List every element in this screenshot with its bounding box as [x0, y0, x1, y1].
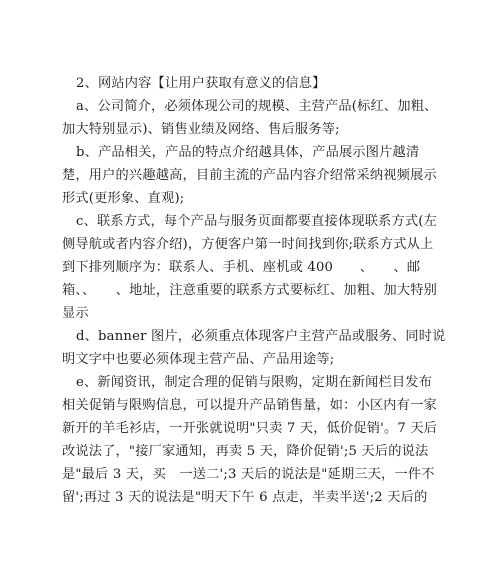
paragraph-line: 明文字中也要必须体现主营产品、产品用途等;	[62, 352, 335, 367]
paragraph-line: c、联系方式，每个产品与服务页面都要直接体现联系方式(左	[76, 214, 438, 229]
paragraph-line: a、公司简介，必须体现公司的规模、主营产品(标红、加粗、	[76, 99, 438, 114]
paragraph-line: 箱、、 、地址，注意重要的联系方式要标红、加粗、加大特别	[62, 283, 438, 298]
paragraph-line: 形式(更形象、直观);	[62, 191, 185, 206]
section-heading: 2、网站内容【让用户获取有意义的信息】	[76, 76, 326, 91]
paragraph-line: 留';再过 3 天的说法是"明天下午 6 点走，半卖半送';2 天后的	[62, 490, 428, 505]
paragraph-line: b、产品相关，产品的特点介绍越具体，产品展示图片越清	[76, 145, 420, 160]
paragraph-line: 侧导航或者内容介绍)，方便客户第一时间找到你;联系方式从上	[62, 237, 434, 252]
paragraph-line: 加大特别显示)、销售业绩及网络、售后服务等;	[62, 122, 340, 137]
paragraph-line: 是"最后 3 天，买 一送二';3 天后的说法是"延期三天，一件不	[62, 467, 435, 482]
paragraph-line: 改说法了，"接厂家通知，再卖 5 天，降价促销';5 天后的说法	[62, 444, 429, 459]
paragraph-line: 显示	[62, 306, 89, 321]
paragraph-line: 楚，用户的兴趣越高，目前主流的产品内容介绍常采纳视频展示	[62, 168, 437, 183]
document-body	[62, 72, 446, 509]
paragraph-line: 相关促销与限购信息，可以提升产品销售量，如：小区内有一家	[62, 398, 437, 413]
paragraph-line: d、banner 图片，必须重点体现客户主营产品或服务、同时说	[76, 329, 446, 344]
paragraph-line: 到下排列顺序为：联系人、手机、座机或 400 、 、邮	[62, 260, 421, 275]
paragraph-line: e、新闻资讯，制定合理的促销与限购，定期在新闻栏目发布	[76, 375, 433, 390]
paragraph-line: 新开的羊毛衫店，一开张就说明"只卖 7 天，低价促销'。7 天后	[62, 421, 438, 436]
